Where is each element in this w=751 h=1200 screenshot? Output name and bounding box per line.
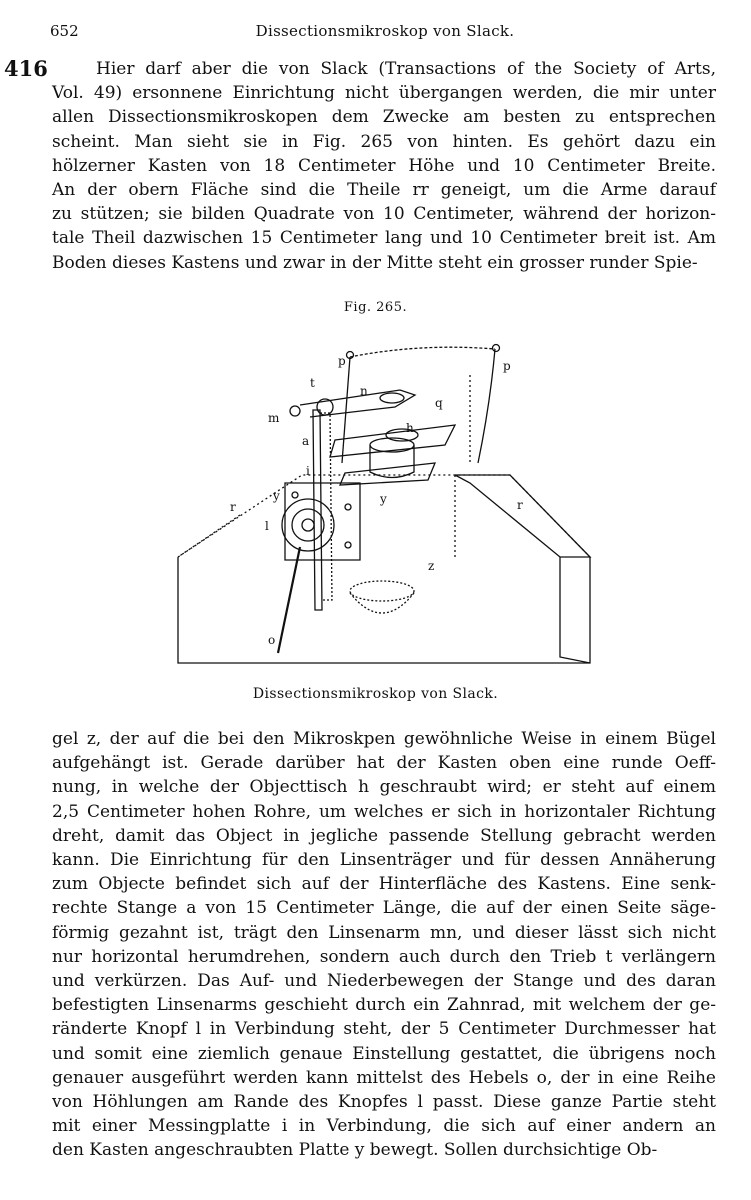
text-line: hölzerner Kasten von 18 Centimeter Höhe und 10 Centimeter Breite. (52, 155, 716, 176)
fig-letter-a: a (302, 434, 310, 448)
paragraph-bottom (52, 727, 716, 1163)
text-line: ränderte Knopf l in Verbindung steht, der 5 Centimeter Durchmesser hat (52, 1019, 716, 1040)
text-line: allen Dissectionsmikroskopen dem Zwecke am besten zu entsprechen (52, 107, 716, 128)
arm-support-top (350, 347, 495, 357)
box-front-outline (178, 557, 590, 663)
fig-letter-r: r (517, 498, 523, 512)
fig-letter-h: h (406, 421, 414, 435)
text-line: gel z, der auf die bei den Mikroskpen gewöhnliche Weise in einem Bügel (52, 729, 716, 749)
screw (345, 542, 351, 548)
figure-caption: Dissectionsmikroskop von Slack. (252, 686, 499, 702)
fig-letter-n: n (360, 384, 368, 398)
text-line: nur horizontal herumdrehen, sondern auch durch den Trieb t verlängern (52, 946, 716, 967)
text-line: den Kasten angeschraubten Platte y bewegt. Sollen durchsichtige Ob- (52, 1140, 658, 1161)
fig-letter-z: z (428, 559, 435, 573)
text-line: Boden dieses Kastens und zwar in der Mitte steht ein grosser runder Spie- (52, 252, 698, 273)
stage-base-plate (340, 463, 435, 485)
fig-letter-l: l (265, 519, 269, 533)
fig-letter-t: t (310, 376, 315, 390)
fig-letter-i: i (306, 464, 310, 478)
text-line: 2,5 Centimeter hohen Rohre, um welches er sich in horizontaler Richtung (52, 801, 716, 822)
text-line: dreht, damit das Object in jegliche passende Stellung gebracht werden (52, 825, 716, 846)
text-line: und verkürzen. Das Auf- und Niederbewegen der Stange und des daran (52, 971, 716, 992)
running-title: Dissectionsmikroskop von Slack. (255, 22, 515, 40)
screw (292, 492, 298, 498)
text-line: genauer ausgeführt werden kann mittelst des Hebels o, der in eine Reihe (52, 1067, 716, 1088)
fig-letter-q: q (435, 396, 443, 410)
text-line: Vol. 49) ersonnene Einrichtung nicht übergangen werden, die mir unter (52, 83, 716, 104)
section-margin-number: 416 (4, 56, 48, 81)
knob-inner (292, 509, 324, 541)
text-line: zu stützen; sie bilden Quadrate von 10 Centimeter, während der horizon- (52, 204, 716, 225)
milled-knob (282, 499, 334, 551)
text-line: aufgehängt ist. Gerade darüber hat der Kasten oben eine runde Oeff- (52, 753, 716, 774)
knob-center (302, 519, 314, 531)
fig-letter-m: m (268, 411, 280, 425)
text-line: zum Objecte befindet sich auf der Hinterfläche des Kastens. Eine senk- (52, 874, 716, 895)
text-line: förmig gezahnt ist, trägt den Linsenarm mn, und dieser lässt sich nicht (52, 922, 716, 943)
text-line: An der obern Fläche sind die Theile rr geneigt, um die Arme darauf (52, 180, 716, 201)
page-number: 652 (50, 22, 79, 40)
text-line: befestigten Linsenarms geschieht durch ein Zahnrad, mit welchem der ge- (52, 995, 716, 1016)
text-line: scheint. Man sieht sie in Fig. 265 von hinten. Es gehört dazu ein (52, 131, 716, 152)
fig-letter-y: y (273, 489, 280, 503)
text-line: kann. Die Einrichtung für den Linsenträger und für dessen Annäherung (52, 850, 716, 871)
arm-end-m (290, 406, 300, 416)
fig-letter-p: p (338, 354, 346, 368)
lever-o (278, 547, 300, 653)
page-header (50, 22, 720, 46)
box-right-edge (560, 557, 590, 663)
figure-label: Fig. 265. (343, 300, 408, 315)
screw (345, 504, 351, 510)
figure-illustration (170, 335, 660, 680)
text-line: von Höhlungen am Rande des Knopfes l passt. Diese ganze Partie steht (52, 1092, 716, 1113)
paragraph-top (52, 57, 716, 275)
fig-letter-p: p (503, 359, 511, 373)
box-top-outline (178, 475, 590, 557)
arm-support-left (342, 357, 350, 463)
box-right-slope (455, 475, 590, 557)
text-line: und somit eine ziemlich genaue Einstellung gestattet, die übrigens noch (52, 1043, 716, 1064)
support-knob-right (493, 345, 500, 352)
fig-letter-y: y (380, 492, 387, 506)
text-line: tale Theil dazwischen 15 Centimeter lang und 10 Centimeter breit ist. Am (52, 228, 716, 249)
arm-support-right (478, 349, 495, 463)
lens-holder-n (380, 393, 404, 403)
text-line: rechte Stange a von 15 Centimeter Länge, die auf der einen Seite säge- (52, 898, 716, 919)
mirror-z (350, 581, 414, 601)
text-line: Hier darf aber die von Slack (Transactions of the Society of Arts, (96, 59, 716, 79)
microscope-drawing (170, 335, 660, 680)
text-line: nung, in welche der Objecttisch h geschraubt wird; er steht auf einem (52, 777, 716, 798)
fig-letter-r: r (230, 500, 236, 514)
mirror-bowl (350, 593, 414, 613)
fig-letter-o: o (268, 633, 276, 647)
text-line: mit einer Messingplatte i in Verbindung, die sich auf einer andern an (52, 1116, 716, 1137)
